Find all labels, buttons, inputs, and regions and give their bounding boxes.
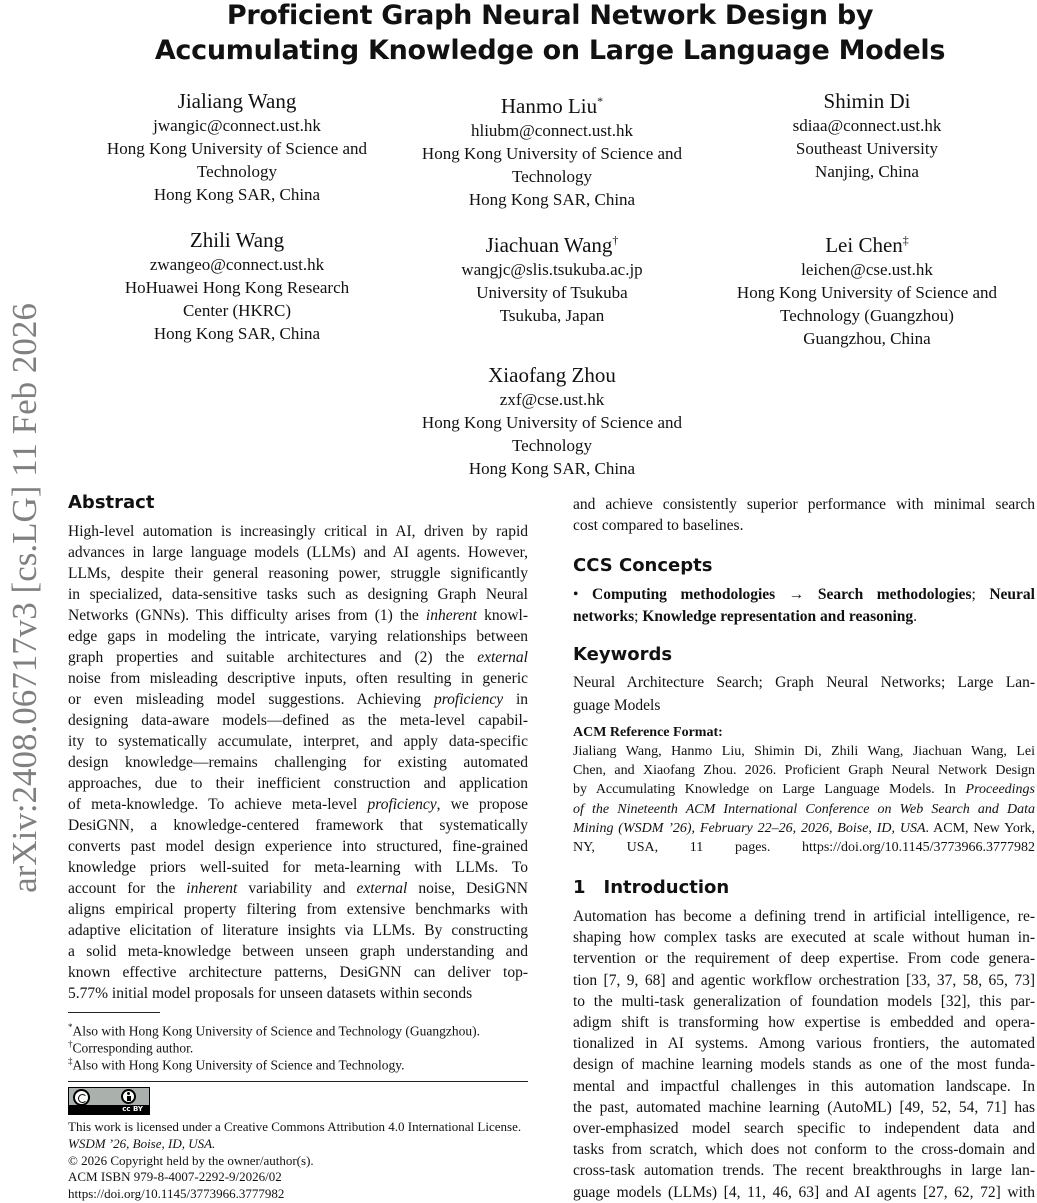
text-line — [573, 1160, 1035, 1181]
author-block — [702, 88, 1032, 183]
author-affiliation: Hong Kong University of Science and — [421, 413, 683, 432]
text-segment: or even misleading model suggestions. Achieving — [68, 691, 434, 708]
text-segment: advances in large language models (LLMs) and AI agents. However, — [68, 544, 528, 561]
text-line — [68, 542, 528, 563]
text-segment: Neural — [989, 586, 1035, 603]
text-segment: • — [573, 586, 592, 603]
paper-title-line-2: Accumulating Knowledge on Large Language Models — [154, 35, 946, 66]
text-segment: Networks (GNNs). This difficulty arises from (1) the — [68, 607, 426, 624]
text-segment: → — [775, 586, 818, 603]
acm-reference-heading: ACM Reference Format: — [573, 725, 723, 740]
text-segment: Computing methodologies — [592, 586, 776, 603]
attribution-person-icon — [121, 1089, 136, 1104]
text-line — [68, 920, 528, 941]
text-segment: account for the — [68, 880, 187, 897]
text-line — [573, 606, 1035, 627]
text-line — [573, 970, 1035, 991]
author-affiliation: Southeast University — [795, 139, 939, 158]
text-line — [573, 742, 1035, 761]
author-name: Lei Chen‡ — [825, 233, 909, 257]
text-segment: noise from misleading descriptive inputs, often resulting in generic — [68, 670, 528, 687]
text-segment: variability and — [237, 880, 357, 897]
text-segment: proficiency — [367, 796, 437, 813]
text-segment: tervention or the requirement of deep expertise. From code genera- — [573, 950, 1035, 968]
text-segment: design of machine learning models stands as one of the most funda- — [573, 1056, 1035, 1074]
creative-commons-by-badge[interactable] — [68, 1087, 150, 1115]
text-line — [68, 521, 528, 542]
text-line — [68, 689, 528, 710]
text-line — [573, 1118, 1035, 1139]
text-segment: graph properties and suitable architectures and (2) the — [68, 649, 478, 666]
author-affiliation: Hong Kong University of Science and — [736, 283, 998, 302]
text-line — [573, 1182, 1035, 1203]
cc-icon — [73, 1089, 90, 1106]
paper-title-line-1: Proficient Graph Neural Network Design by — [226, 0, 874, 31]
affiliation-mark: ‡ — [902, 233, 909, 247]
author-email: sdiaa@connect.ust.hk — [792, 116, 942, 135]
author-affiliation: Hong Kong University of Science and — [421, 144, 683, 163]
text-line — [68, 815, 528, 836]
text-segment: aligns empirical property filtering from extensive benchmarks with — [68, 901, 528, 918]
text-line — [68, 878, 528, 899]
text-line — [573, 1012, 1035, 1033]
author-block — [72, 88, 402, 206]
section-number: 1 — [573, 877, 586, 898]
text-line — [573, 991, 1035, 1012]
author-email: jwangic@connect.ust.hk — [153, 116, 321, 135]
license-line: © 2026 Copyright held by the owner/author(s). — [68, 1152, 314, 1168]
text-line — [68, 563, 528, 584]
text-line — [68, 857, 528, 878]
text-line — [68, 773, 528, 794]
text-segment: Chen, and Xiaofang Zhou. 2026. Proficient Graph Neural Network Design — [573, 763, 1035, 779]
text-segment: known effective architecture patterns, DesiGNN can deliver top- — [68, 964, 528, 981]
author-affiliation: Technology — [511, 167, 592, 186]
text-segment: inherent — [425, 607, 477, 624]
text-line — [68, 668, 528, 689]
text-segment: in specialized, data-sensitive tasks such as designing Graph Neural — [68, 586, 528, 603]
text-segment: noise, DesiGNN — [407, 880, 528, 897]
author-affiliation: Guangzhou, China — [803, 329, 931, 348]
text-segment: of meta-knowledge. To achieve meta-level — [68, 796, 368, 813]
text-line — [573, 906, 1035, 927]
author-email: zwangeo@connect.ust.hk — [149, 255, 325, 274]
affiliation-mark: † — [612, 233, 619, 247]
text-segment: cross-task automation trends. The recent breakthroughs in large lan- — [573, 1162, 1035, 1180]
text-segment: Knowledge representation and reasoning — [642, 607, 914, 625]
text-segment: ity to systematically accumulate, interpret, and apply data-specific — [68, 733, 528, 750]
text-segment: a solid meta-knowledge between unseen graph understanding and — [68, 943, 528, 960]
author-affiliation: Technology — [196, 162, 277, 181]
text-segment: adaptive elicitation of literature insights via LLMs. By constructing — [68, 922, 528, 939]
author-affiliation: Center (HKRC) — [182, 301, 292, 320]
text-segment: tion [7, 9, 68] and agentic workflow orchestration [33, 37, 58, 65, 73] — [573, 971, 1035, 989]
text-line — [68, 731, 528, 752]
text-line — [573, 780, 1035, 799]
author-name: Jialiang Wang — [177, 89, 297, 113]
author-affiliation: Hong Kong SAR, China — [153, 185, 321, 204]
text-line — [573, 948, 1035, 969]
footnote-mark: ‡ — [68, 1056, 73, 1066]
footnote-text: Corresponding author. — [72, 1040, 194, 1056]
author-affiliation: Hong Kong SAR, China — [153, 324, 321, 343]
ccs-heading: CCS Concepts — [573, 555, 713, 576]
text-segment: Automation has become a defining trend in artificial intelligence, re- — [573, 908, 1035, 925]
text-line — [573, 584, 1035, 605]
text-line — [573, 1054, 1035, 1075]
author-affiliation: Hong Kong SAR, China — [468, 190, 636, 209]
text-line — [573, 1076, 1035, 1097]
author-affiliation: Hong Kong SAR, China — [468, 459, 636, 478]
author-email: zxf@cse.ust.hk — [499, 390, 605, 409]
text-line — [68, 794, 528, 815]
text-segment: Search methodologies — [817, 586, 972, 603]
author-name: Jiachuan Wang† — [485, 233, 619, 257]
text-line — [573, 494, 1035, 515]
text-segment: ; — [971, 586, 990, 603]
section-title: Introduction — [603, 877, 730, 898]
author-block — [72, 227, 402, 345]
text-line — [573, 515, 1035, 536]
author-email: wangjc@slis.tsukuba.ac.jp — [461, 260, 643, 279]
text-segment: converts past model design experience into structured, fine-grained — [68, 838, 528, 855]
text-segment: to the multi-task generalization of foundation models [32], this par- — [573, 992, 1035, 1010]
text-line — [68, 584, 528, 605]
text-segment: High-level automation is increasingly critical in AI, driven by rapid — [68, 523, 528, 540]
text-line — [573, 927, 1035, 948]
author-email: leichen@cse.ust.hk — [801, 260, 933, 279]
author-block — [387, 362, 717, 480]
text-segment: 5.77% initial model proposals for unseen datasets within seconds — [68, 985, 473, 1002]
author-affiliation: Nanjing, China — [815, 162, 919, 181]
text-segment: in — [503, 691, 528, 708]
text-segment: tionalized in AI systems. Among various frontiers, the automated — [573, 1035, 1035, 1053]
author-block — [387, 227, 717, 327]
text-segment: of the Nineteenth ACM International Conference on Web Search and Data — [573, 801, 1035, 817]
author-affiliation: Hong Kong University of Science and — [106, 139, 368, 158]
text-segment: by Accumulating Knowledge on Large Language Models. In — [573, 782, 966, 798]
text-line — [573, 1139, 1035, 1160]
author-affiliation: University of Tsukuba — [476, 283, 628, 302]
license-rule — [68, 1081, 528, 1082]
footnote-mark: † — [68, 1039, 73, 1049]
text-line — [68, 962, 528, 983]
author-name: Hanmo Liu* — [500, 94, 604, 118]
badge-label: cc BY — [69, 1105, 149, 1114]
keywords-heading: Keywords — [573, 644, 673, 665]
text-line — [573, 761, 1035, 780]
text-line — [573, 800, 1035, 819]
text-line — [68, 710, 528, 731]
text-segment: over-emphasized model search specific to independent data and — [573, 1120, 1035, 1137]
text-segment: . — [913, 607, 918, 625]
text-line — [68, 626, 528, 647]
text-segment: Mining (WSDM ’26), February 22–26, 2026, Boise, ID, USA — [573, 820, 926, 836]
text-segment: approaches, due to their inefficient construction and application — [68, 775, 528, 792]
text-line — [573, 1097, 1035, 1118]
text-line — [68, 647, 528, 668]
license-line: WSDM ’26, Boise, ID, USA. — [68, 1135, 216, 1151]
author-block — [702, 227, 1032, 350]
text-segment: . ACM, New York, — [925, 820, 1035, 836]
license-line: ACM ISBN 979-8-4007-2292-9/2026/02 — [68, 1169, 282, 1185]
footnote — [68, 1053, 405, 1074]
text-line — [68, 983, 528, 1004]
text-segment: tasks from scratch, which does not conform to the cross-domain and — [573, 1141, 1035, 1159]
footnote-mark: * — [68, 1022, 73, 1032]
footnote-rule — [68, 1012, 160, 1013]
text-segment: shaping how complex tasks are executed at scale without human in- — [573, 929, 1035, 947]
text-segment: guage Models — [573, 696, 661, 714]
text-segment: external — [356, 880, 408, 897]
text-line — [68, 605, 528, 626]
text-segment: Proceedings — [965, 782, 1035, 798]
text-segment: NY, USA, 11 pages. https://doi.org/10.1145/3773966.3777982 — [573, 840, 1035, 855]
author-affiliation: Technology (Guangzhou) — [780, 306, 954, 325]
text-line — [68, 899, 528, 920]
author-affiliation: HoHuawei Hong Kong Research — [124, 278, 350, 297]
text-segment: knowl- — [477, 607, 528, 624]
text-line — [573, 672, 1035, 693]
text-segment: ; — [634, 607, 643, 625]
text-line — [573, 819, 1035, 838]
author-name: Shimin Di — [823, 89, 911, 113]
text-segment: adigm shift is transforming how expertise is embedded and opera- — [573, 1014, 1035, 1031]
abstract-heading: Abstract — [68, 492, 155, 513]
introduction-heading — [573, 877, 729, 898]
affiliation-mark: * — [597, 94, 604, 108]
text-line — [68, 836, 528, 857]
arxiv-identifier-stamp: arXiv:2408.06717v3 [cs.LG] 11 Feb 2026 — [5, 303, 44, 893]
text-segment: Neural Architecture Search; Graph Neural Networks; Large Lan- — [573, 674, 1035, 691]
text-segment: designing data-aware models—defined as the meta-level capabil- — [68, 712, 528, 729]
text-segment: mental and impactful challenges in this automation landscape. In — [573, 1077, 1035, 1095]
author-name: Xiaofang Zhou — [488, 363, 616, 387]
author-email: hliubm@connect.ust.hk — [470, 121, 634, 140]
text-segment: cost compared to baselines. — [573, 517, 744, 534]
text-segment: Jialiang Wang, Hanmo Liu, Shimin Di, Zhili Wang, Jiachuan Wang, Lei — [573, 744, 1035, 759]
text-segment: external — [477, 649, 528, 666]
text-segment: edge gaps in modeling the intricate, varying relationships between — [68, 628, 528, 645]
text-line — [68, 941, 528, 962]
text-segment: knowledge priors well-suited for meta-learning with LLMs. To — [68, 859, 528, 876]
text-line — [573, 838, 1035, 857]
footnote-text: Also with Hong Kong University of Science and Technology. — [72, 1057, 405, 1073]
author-name: Zhili Wang — [189, 228, 285, 252]
text-segment: and achieve consistently superior performance with minimal search — [573, 496, 1035, 513]
text-segment: DesiGNN, a knowledge-centered framework that systematically — [68, 817, 528, 834]
license-line: This work is licensed under a Creative Commons Attribution 4.0 International License. — [68, 1119, 522, 1134]
text-line — [68, 752, 528, 773]
text-segment: , we propose — [436, 796, 528, 813]
text-line — [573, 695, 1035, 716]
text-segment: networks — [573, 607, 635, 625]
doi-link[interactable]: https://doi.org/10.1145/3773966.3777982 — [68, 1186, 285, 1202]
text-segment: LLMs, despite their general reasoning power, struggle significantly — [68, 565, 528, 582]
text-segment: design knowledge—remains challenging for existing automated — [68, 754, 528, 771]
footnote-text: Also with Hong Kong University of Science and Technology (Guangzhou). — [72, 1023, 480, 1039]
text-segment: the past, automated machine learning (AutoML) [49, 52, 54, 71] has — [573, 1098, 1035, 1116]
text-segment: inherent — [186, 880, 238, 897]
text-line — [573, 1033, 1035, 1054]
author-affiliation: Technology — [511, 436, 592, 455]
text-segment: proficiency — [433, 691, 504, 708]
author-affiliation: Tsukuba, Japan — [499, 306, 605, 325]
text-segment: guage models (LLMs) [4, 11, 46, 63] and AI agents [27, 62, 72] with — [573, 1183, 1035, 1201]
author-block — [387, 88, 717, 211]
